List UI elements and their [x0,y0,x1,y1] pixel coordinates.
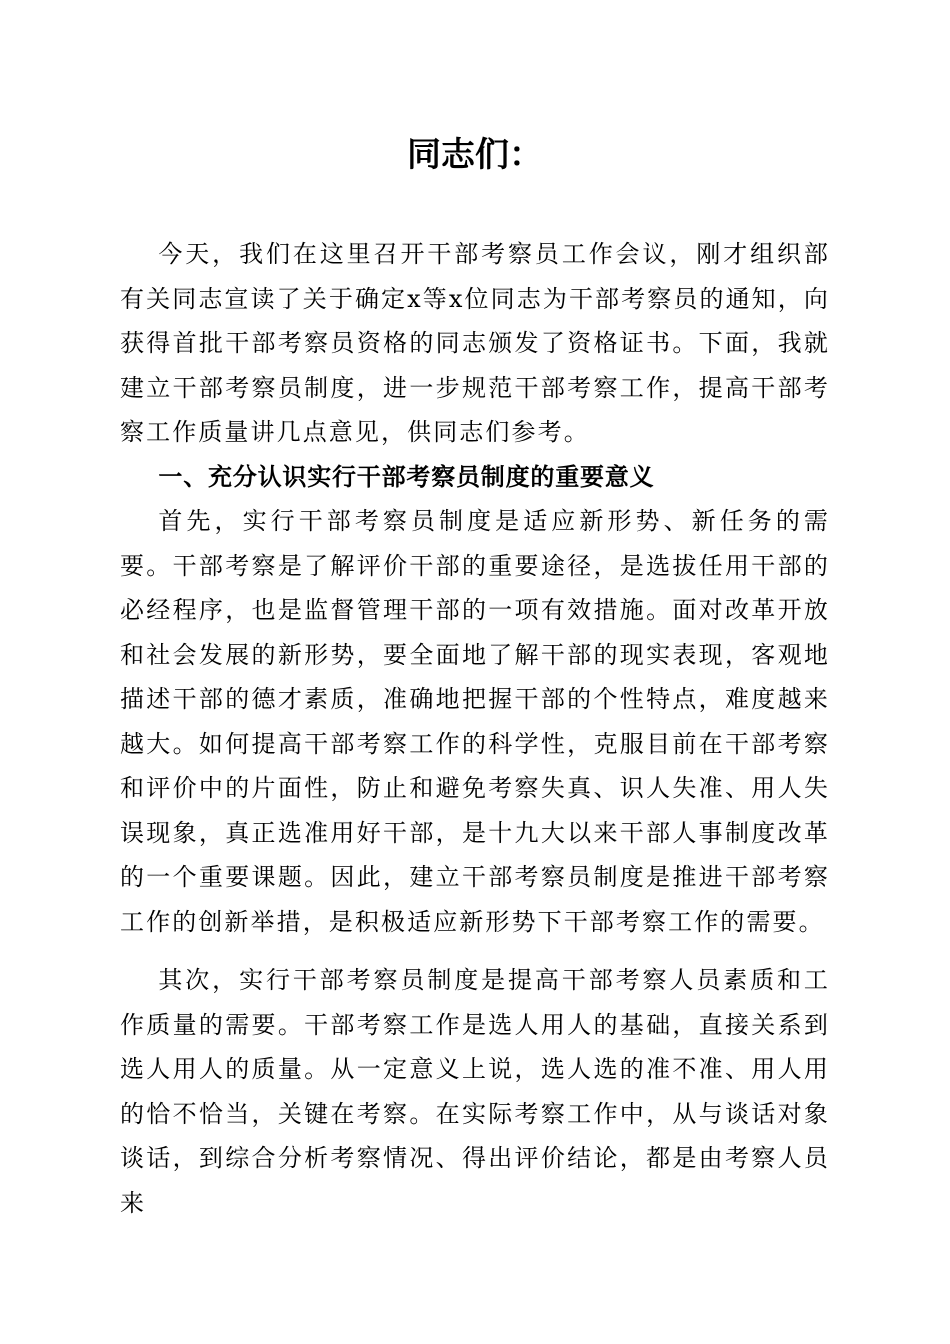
section-paragraph-1: 首先，实行干部考察员制度是适应新形势、新任务的需要。干部考察是了解评价干部的重要途径，是选拔任用干部的必经程序，也是监督管理干部的一项有效措施。面对改革开放和社会发展的新形势，要全面地了解干部的现实表现，客观地描述干部的德才素质，准确地把握干部的个性特点，难度越来越大。如何提高干部考察工作的科学性，克服目前在干部考察和评价中的片面性，防止和避免考察失真、识人失准、用人失误现象，真正选准用好干部，是十九大以来干部人事制度改革的一个重要课题。因此，建立干部考察员制度是推进干部考察工作的创新举措，是积极适应新形势下干部考察工作的需要。 [120,507,830,936]
paragraph-gap [120,944,830,958]
section-heading: 一、充分认识实行干部考察员制度的重要意义 [158,462,655,491]
section-paragraph-2: 其次，实行干部考察员制度是提高干部考察人员素质和工作质量的需要。干部考察工作是选人用人的基础，直接关系到选人用人的质量。从一定意义上说，选人选的准不准、用人用的恰不恰当，关键在考察。在实际考察工作中，从与谈话对象谈话，到综合分析考察情况、得出评价结论，都是由考察人员来 [120,966,830,1217]
document-body [120,232,830,1225]
intro-paragraph: 今天，我们在这里召开干部考察员工作会议，刚才组织部有关同志宣读了关于确定x等x位同志为干部考察员的通知，向获得首批干部考察员资格的同志颁发了资格证书。下面，我就建立干部考察员制度，进一步规范干部考察工作，提高干部考察工作质量讲几点意见，供同志们参考。 [120,240,830,446]
document-title: 同志们： [407,135,543,175]
